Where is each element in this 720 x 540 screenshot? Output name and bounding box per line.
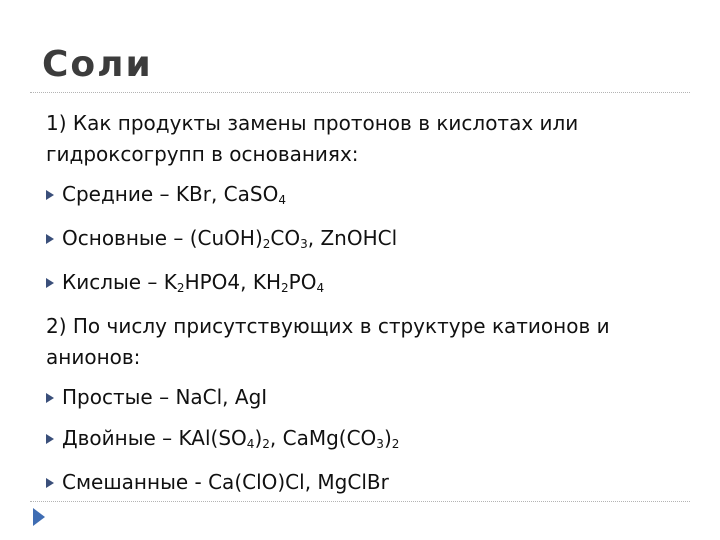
- formula-subscript: 3: [376, 437, 384, 451]
- formula-text: CO: [270, 226, 301, 250]
- bullet-triangle-icon: [46, 278, 54, 288]
- formula-subscript: 3: [300, 237, 308, 251]
- formula-text: KBr, CaSO: [175, 182, 279, 206]
- item-formula: [179, 426, 400, 450]
- list-item: [46, 179, 686, 213]
- section-2-heading: 2) По числу присутствующих в структуре катионов и анионов:: [46, 314, 610, 369]
- formula-text: KAl(SO: [178, 426, 247, 450]
- item-label: Двойные –: [62, 426, 179, 450]
- section-2-list: [46, 382, 686, 498]
- item-label: Средние –: [62, 182, 176, 206]
- bullet-triangle-icon: [46, 190, 54, 200]
- formula-text: K: [163, 270, 177, 294]
- formula-text: NaCl, AgI: [175, 385, 268, 409]
- formula-text: HPO4, KH: [184, 270, 281, 294]
- item-label: Смешанные -: [62, 470, 209, 494]
- footer-divider: [30, 501, 690, 502]
- nav-arrow-icon[interactable]: [33, 508, 45, 526]
- list-item: [46, 467, 686, 498]
- list-item: [46, 223, 686, 257]
- bullet-triangle-icon: [46, 234, 54, 244]
- item-label: Кислые –: [62, 270, 164, 294]
- bullet-triangle-icon: [46, 478, 54, 488]
- formula-subscript: 2: [391, 437, 400, 451]
- slide-title: Соли: [42, 44, 153, 85]
- formula-text: (CuOH): [189, 226, 263, 250]
- formula-text: ): [254, 426, 263, 450]
- formula-subscript: 4: [278, 193, 286, 207]
- formula-subscript: 2: [262, 437, 270, 451]
- bullet-triangle-icon: [46, 434, 54, 444]
- item-formula: [190, 226, 397, 250]
- item-formula: [208, 470, 389, 494]
- list-item: [46, 382, 686, 413]
- item-label: Простые –: [62, 385, 176, 409]
- list-item: [46, 267, 686, 301]
- item-label: Основные –: [62, 226, 190, 250]
- section-1-list: [46, 179, 686, 301]
- slide-content: [46, 108, 686, 508]
- formula-text: , CaMg(CO: [269, 426, 377, 450]
- formula-text: Ca(ClO)Cl, MgClBr: [208, 470, 389, 494]
- formula-text: , ZnOHCl: [307, 226, 398, 250]
- formula-subscript: 4: [246, 437, 255, 451]
- list-item: [46, 423, 686, 457]
- bullet-triangle-icon: [46, 393, 54, 403]
- formula-text: PO: [288, 270, 317, 294]
- item-formula: [175, 385, 267, 409]
- formula-text: ): [383, 426, 392, 450]
- formula-subscript: 2: [262, 237, 271, 251]
- item-formula: [164, 270, 324, 294]
- formula-subscript: 2: [281, 281, 289, 295]
- formula-subscript: 4: [316, 281, 325, 295]
- title-divider: [30, 92, 690, 93]
- section-1-heading: 1) Как продукты замены протонов в кислотах или гидроксогрупп в основаниях:: [46, 111, 579, 166]
- formula-subscript: 2: [176, 281, 185, 295]
- item-formula: [176, 182, 286, 206]
